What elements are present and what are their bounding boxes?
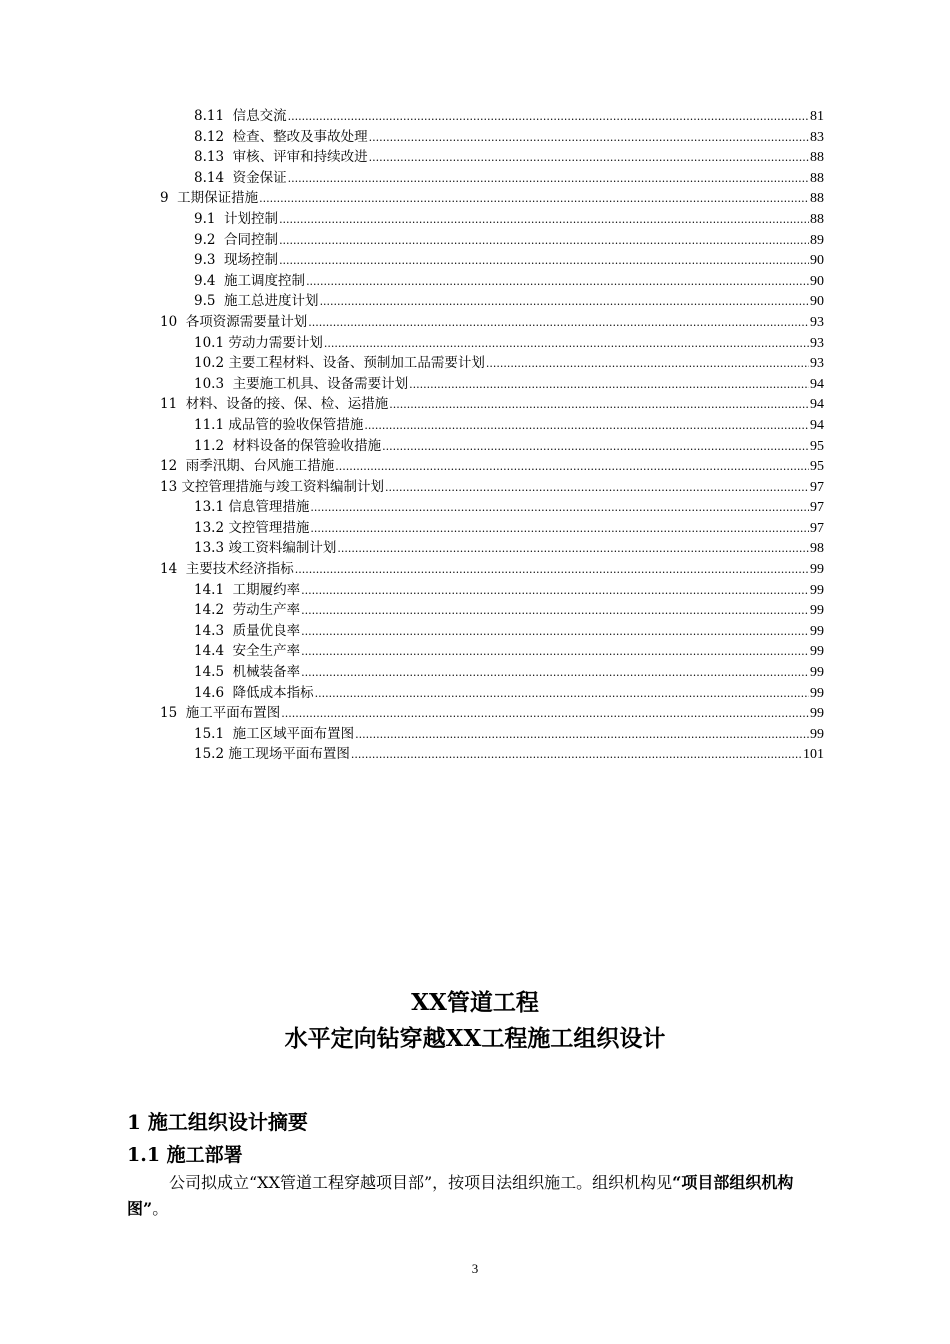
- toc-entry: [160, 662, 824, 683]
- toc-entry-page: 94: [810, 397, 824, 413]
- toc-entry-label: 8.14 资金保证: [194, 169, 287, 186]
- toc-entry-label: 14.4 安全生产率: [194, 643, 301, 660]
- toc-leader-dots: [315, 684, 809, 705]
- toc-entry: [160, 641, 824, 662]
- toc-entry-page: 93: [810, 314, 824, 330]
- toc-entry-label: 9 工期保证措施: [160, 190, 259, 207]
- toc-leader-dots: [279, 210, 809, 231]
- toc-entry: [160, 497, 824, 518]
- toc-leader-dots: [301, 581, 809, 602]
- toc-entry-page: 99: [810, 665, 824, 681]
- toc-entry-page: 101: [803, 747, 824, 763]
- toc-entry-label: 8.12 检查、整改及事故处理: [194, 128, 368, 145]
- toc-entry: [160, 168, 824, 189]
- toc-leader-dots: [306, 272, 809, 293]
- toc-entry: [160, 477, 824, 498]
- toc-entry: [160, 703, 824, 724]
- toc-entry: [160, 147, 824, 168]
- toc-entry-label: 15.2 施工现场平面布置图: [194, 746, 350, 763]
- toc-entry-page: 99: [810, 706, 824, 722]
- toc-entry: [160, 724, 824, 745]
- page-number: 3: [471, 1261, 479, 1276]
- toc-entry-page: 93: [810, 356, 824, 372]
- toc-entry: [160, 209, 824, 230]
- toc-entry-label: 14.1 工期履约率: [194, 581, 301, 598]
- toc-leader-dots: [295, 560, 809, 581]
- toc-entry: [160, 106, 824, 127]
- toc-entry-page: 99: [810, 603, 824, 619]
- toc-entry-label: 9.3 现场控制: [194, 252, 279, 269]
- toc-entry-label: 14.3 质量优良率: [194, 622, 301, 639]
- toc-entry-page: 97: [810, 500, 824, 516]
- toc-entry-label: 9.4 施工调度控制: [194, 272, 306, 289]
- toc-entry: [160, 271, 824, 292]
- paragraph-text: 公司拟成立“XX管道工程穿越项目部”，按项目法组织施工。组织机构见: [169, 1173, 673, 1192]
- toc-entry: [160, 559, 824, 580]
- toc-leader-dots: [279, 251, 809, 272]
- toc-entry-page: 88: [810, 150, 824, 166]
- toc-entry-label: 14.2 劳动生产率: [194, 602, 301, 619]
- toc-entry-page: 99: [810, 562, 824, 578]
- toc-entry-page: 99: [810, 726, 824, 742]
- toc-entry-label: 14.6 降低成本指标: [194, 684, 314, 701]
- toc-entry-page: 95: [810, 459, 824, 475]
- toc-entry-page: 95: [810, 438, 824, 454]
- toc-leader-dots: [355, 725, 809, 746]
- toc-entry-label: 9.1 计划控制: [194, 210, 279, 227]
- toc-entry-label: 13.3 竣工资料编制计划: [194, 540, 337, 557]
- toc-entry: [160, 394, 824, 415]
- toc-entry-page: 83: [810, 129, 824, 145]
- toc-entry-page: 88: [810, 170, 824, 186]
- toc-entry: [160, 291, 824, 312]
- toc-leader-dots: [281, 704, 809, 725]
- toc-entry-page: 99: [810, 582, 824, 598]
- toc-entry: [160, 683, 824, 704]
- toc-leader-dots: [310, 519, 809, 540]
- body-paragraph: [127, 1170, 827, 1222]
- toc-leader-dots: [301, 601, 809, 622]
- toc-leader-dots: [389, 395, 809, 416]
- toc-entry-page: 97: [810, 479, 824, 495]
- document-title-line2: 水平定向钻穿越XX工程施工组织设计: [284, 1025, 666, 1052]
- toc-entry-label: 10.1 劳动力需要计划: [194, 334, 323, 351]
- toc-entry-page: 90: [810, 273, 824, 289]
- toc-entry: [160, 621, 824, 642]
- toc-leader-dots: [308, 313, 809, 334]
- paragraph-bold-text: “项目部组织机构图”: [127, 1173, 794, 1218]
- toc-entry: [160, 127, 824, 148]
- toc-entry-label: 8.11 信息交流: [194, 108, 287, 124]
- toc-entry-label: 10 各项资源需要量计划: [160, 313, 308, 330]
- toc-entry-page: 89: [810, 232, 824, 248]
- toc-entry-label: 11.2 材料设备的保管验收措施: [194, 437, 382, 454]
- toc-entry-label: 13 文控管理措施与竣工资料编制计划: [160, 478, 384, 495]
- toc-leader-dots: [259, 189, 809, 210]
- toc-leader-dots: [301, 642, 809, 663]
- toc-entry-page: 81: [810, 109, 824, 124]
- toc-entry-page: 97: [810, 520, 824, 536]
- toc-leader-dots: [279, 231, 809, 252]
- toc-leader-dots: [409, 375, 809, 396]
- toc-entry-label: 14 主要技术经济指标: [160, 561, 294, 578]
- toc-entry: [160, 600, 824, 621]
- toc-entry-label: 15.1 施工区域平面布置图: [194, 725, 355, 742]
- toc-entry-page: 99: [810, 685, 824, 701]
- toc-leader-dots: [335, 457, 809, 478]
- toc-leader-dots: [486, 354, 809, 375]
- toc-leader-dots: [364, 416, 809, 437]
- toc-leader-dots: [320, 292, 809, 313]
- toc-entry-page: 90: [810, 253, 824, 269]
- toc-entry-page: 94: [810, 376, 824, 392]
- toc-leader-dots: [288, 169, 809, 190]
- section-heading-1: 1 施工组织设计摘要: [127, 1110, 308, 1134]
- toc-leader-dots: [301, 663, 809, 684]
- toc-entry-label: 9.2 合同控制: [194, 231, 279, 248]
- toc-entry: [160, 456, 824, 477]
- toc-entry-label: 14.5 机械装备率: [194, 664, 301, 681]
- toc-entry: [160, 353, 824, 374]
- toc-entry-label: 11 材料、设备的接、保、检、运措施: [160, 396, 389, 413]
- toc-entry-page: 88: [810, 191, 824, 207]
- toc-entry: [160, 518, 824, 539]
- toc-entry: [160, 744, 824, 765]
- toc-entry: [160, 312, 824, 333]
- toc-leader-dots: [324, 334, 809, 355]
- toc-entry-label: 8.13 审核、评审和持续改进: [194, 149, 368, 166]
- toc-entry: [160, 374, 824, 395]
- table-of-contents: [160, 106, 824, 765]
- toc-leader-dots: [385, 478, 809, 499]
- toc-entry-page: 99: [810, 644, 824, 660]
- toc-leader-dots: [301, 622, 809, 643]
- toc-leader-dots: [369, 148, 809, 169]
- toc-entry-page: 94: [810, 417, 824, 433]
- toc-leader-dots: [288, 107, 809, 128]
- toc-entry: [160, 415, 824, 436]
- toc-entry: [160, 188, 824, 209]
- toc-leader-dots: [310, 498, 809, 519]
- toc-entry-label: 15 施工平面布置图: [160, 705, 281, 722]
- paragraph-tail: 。: [152, 1199, 169, 1218]
- section-heading-1-1: 1.1 施工部署: [127, 1144, 243, 1166]
- toc-entry: [160, 580, 824, 601]
- document-title-line1: XX管道工程: [411, 989, 539, 1016]
- toc-entry: [160, 333, 824, 354]
- toc-entry-page: 98: [810, 541, 824, 557]
- toc-entry-label: 10.2 主要工程材料、设备、预制加工品需要计划: [194, 355, 485, 372]
- toc-entry-label: 13.1 信息管理措施: [194, 499, 310, 516]
- toc-entry-page: 99: [810, 623, 824, 639]
- toc-entry: [160, 538, 824, 559]
- toc-entry: [160, 230, 824, 251]
- toc-leader-dots: [369, 128, 809, 149]
- toc-entry-label: 12 雨季汛期、台风施工措施: [160, 458, 335, 475]
- toc-entry-label: 10.3 主要施工机具、设备需要计划: [194, 375, 409, 392]
- toc-entry-page: 93: [810, 335, 824, 351]
- toc-entry: [160, 250, 824, 271]
- toc-leader-dots: [337, 539, 809, 560]
- toc-leader-dots: [351, 745, 802, 766]
- toc-entry-label: 9.5 施工总进度计划: [194, 293, 319, 310]
- toc-entry: [160, 436, 824, 457]
- toc-entry-label: 11.1 成品管的验收保管措施: [194, 416, 364, 433]
- toc-leader-dots: [382, 437, 809, 458]
- toc-entry-page: 90: [810, 294, 824, 310]
- toc-entry-label: 13.2 文控管理措施: [194, 519, 310, 536]
- toc-entry-page: 88: [810, 211, 824, 227]
